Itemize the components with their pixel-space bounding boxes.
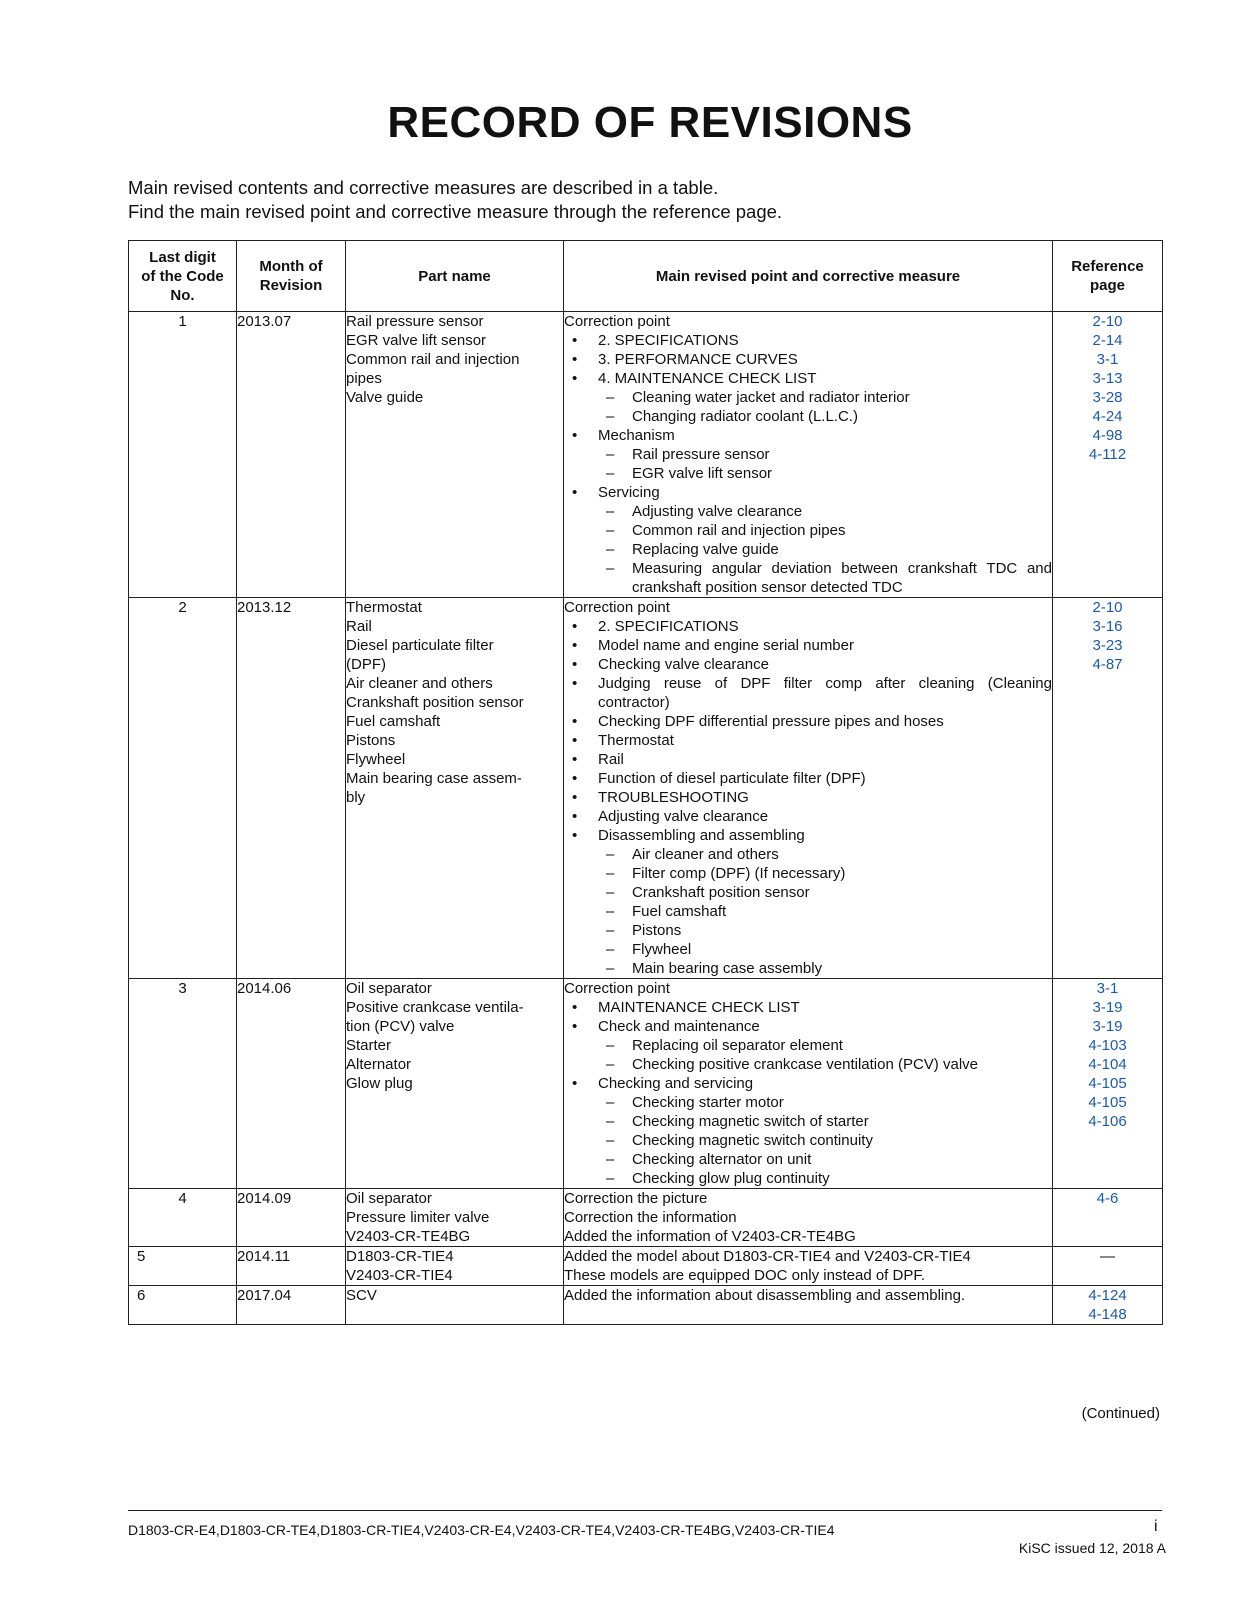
bullet-marker: •: [572, 999, 578, 1016]
item-text: Adjusting valve clearance: [598, 808, 769, 825]
item-text: Adjusting valve clearance: [632, 503, 803, 520]
bullet-item: [564, 1074, 1052, 1093]
revised-point-cell: [564, 1286, 1053, 1325]
dash-marker: –: [606, 960, 615, 977]
part-name-line: Pressure limiter valve: [346, 1209, 490, 1226]
bullet-marker: •: [572, 713, 578, 730]
reference-page-link[interactable]: 4-87: [1092, 656, 1123, 673]
reference-page-link[interactable]: 4-124: [1088, 1287, 1127, 1304]
revision-month-cell: 2013.12: [237, 598, 346, 979]
revision-month-cell: 2014.06: [237, 979, 346, 1189]
header-main-revised: Main revised point and corrective measure: [564, 241, 1053, 312]
revised-point-line: Correction point: [564, 980, 670, 997]
dash-item: [564, 864, 1052, 883]
item-text: Checking alternator on unit: [632, 1151, 812, 1168]
reference-none: —: [1100, 1248, 1115, 1265]
item-text: Model name and engine serial number: [598, 637, 854, 654]
table-row: [129, 1286, 1163, 1325]
item-text: Replacing valve guide: [632, 541, 779, 558]
revised-point-line: Added the information about disassembling and assembling.: [564, 1287, 966, 1304]
part-name-line: Starter: [346, 1037, 392, 1054]
revision-month-cell: 2014.11: [237, 1247, 346, 1286]
code-digit-cell: 5: [129, 1247, 237, 1286]
bullet-item: [564, 807, 1052, 826]
revised-point-line: Added the information of V2403-CR-TE4BG: [564, 1228, 856, 1245]
item-text: MAINTENANCE CHECK LIST: [598, 999, 800, 1016]
item-text: Rail: [598, 751, 624, 768]
part-name-line: Pistons: [346, 732, 396, 749]
revised-point-line: Correction point: [564, 313, 670, 330]
revised-point-cell: [564, 1247, 1053, 1286]
revised-point-cell: [564, 598, 1053, 979]
table-body: [129, 312, 1163, 1325]
bullet-item: [564, 369, 1052, 388]
footer-page-number: i: [1154, 1518, 1158, 1535]
item-text: Thermostat: [598, 732, 674, 749]
code-digit-cell: 2: [129, 598, 237, 979]
bullet-marker: •: [572, 1075, 578, 1092]
dash-item: [564, 540, 1052, 559]
bullet-item: [564, 1017, 1052, 1036]
table-row: [129, 1189, 1163, 1247]
item-text: Function of diesel particulate filter (DPF): [598, 770, 866, 787]
bullet-item: [564, 617, 1052, 636]
bullet-item: [564, 483, 1052, 502]
part-name-cell: [346, 1247, 564, 1286]
dash-marker: –: [606, 1151, 615, 1168]
part-name-cell: [346, 598, 564, 979]
part-name-line: Glow plug: [346, 1075, 413, 1092]
part-name-cell: [346, 312, 564, 598]
reference-page-link[interactable]: 4-98: [1092, 427, 1123, 444]
dash-item: [564, 940, 1052, 959]
reference-page-cell: [1053, 312, 1163, 598]
part-name-line: V2403-CR-TE4BG: [346, 1228, 471, 1245]
reference-page-link[interactable]: 4-106: [1088, 1113, 1127, 1130]
item-text: Common rail and injection pipes: [632, 522, 846, 539]
footer-issued: KiSC issued 12, 2018 A: [1018, 1540, 1166, 1556]
code-digit-cell: 6: [129, 1286, 237, 1325]
item-text: Checking positive crankcase ventilation (PCV) valve: [632, 1056, 978, 1073]
bullet-item: [564, 674, 1052, 712]
dash-item: [564, 921, 1052, 940]
part-name-line: EGR valve lift sensor: [346, 332, 487, 349]
header-month: Month of Revision: [237, 241, 346, 312]
dash-marker: –: [606, 1037, 615, 1054]
part-name-line: tion (PCV) valve: [346, 1018, 455, 1035]
revision-month-cell: 2013.07: [237, 312, 346, 598]
reference-page-cell: [1053, 979, 1163, 1189]
bullet-item: [564, 998, 1052, 1017]
item-text: 2. SPECIFICATIONS: [598, 332, 739, 349]
reference-page-link[interactable]: 3-1: [1096, 980, 1119, 997]
item-text: Checking DPF differential pressure pipes and hoses: [598, 713, 944, 730]
part-name-line: Alternator: [346, 1056, 412, 1073]
revised-point-line: Correction point: [564, 599, 670, 616]
part-name-line: bly: [346, 789, 366, 806]
reference-page-link[interactable]: 3-28: [1092, 389, 1123, 406]
bullet-item: [564, 636, 1052, 655]
bullet-marker: •: [572, 618, 578, 635]
dash-item: [564, 559, 1052, 597]
dash-item: [564, 1036, 1052, 1055]
item-text: Checking and servicing: [598, 1075, 754, 1092]
reference-page-link[interactable]: 4-105: [1088, 1094, 1127, 1111]
dash-marker: –: [606, 941, 615, 958]
reference-page-link[interactable]: 2-10: [1092, 313, 1123, 330]
bullet-marker: •: [572, 770, 578, 787]
reference-page-link[interactable]: 3-23: [1092, 637, 1123, 654]
reference-page-link[interactable]: 4-104: [1088, 1056, 1127, 1073]
reference-page-link[interactable]: 4-24: [1092, 408, 1123, 425]
bullet-item: [564, 426, 1052, 445]
item-text: Checking starter motor: [632, 1094, 784, 1111]
bullet-marker: •: [572, 370, 578, 387]
item-text: Replacing oil separator element: [632, 1037, 843, 1054]
bullet-item: [564, 350, 1052, 369]
reference-page-cell: [1053, 598, 1163, 979]
dash-item: [564, 1150, 1052, 1169]
part-name-line: Fuel camshaft: [346, 713, 441, 730]
header-part-name: Part name: [346, 241, 564, 312]
bullet-marker: •: [572, 789, 578, 806]
intro-line: Find the main revised point and corrective measure through the reference page.: [128, 201, 783, 222]
item-text: Cleaning water jacket and radiator interior: [632, 389, 910, 406]
bullet-marker: •: [572, 351, 578, 368]
item-text: Check and maintenance: [598, 1018, 760, 1035]
reference-page-link[interactable]: 3-13: [1092, 370, 1123, 387]
dash-marker: –: [606, 1113, 615, 1130]
part-name-line: Thermostat: [346, 599, 422, 616]
bullet-marker: •: [572, 484, 578, 501]
dash-item: [564, 1093, 1052, 1112]
dash-marker: –: [606, 865, 615, 882]
part-name-line: Valve guide: [346, 389, 424, 406]
item-text: Checking glow plug continuity: [632, 1170, 830, 1187]
revised-point-line: Correction the picture: [564, 1190, 708, 1207]
part-name-cell: [346, 979, 564, 1189]
part-name-line: V2403-CR-TIE4: [346, 1267, 453, 1284]
reference-page-link[interactable]: 2-14: [1092, 332, 1123, 349]
item-text: Checking magnetic switch continuity: [632, 1132, 873, 1149]
part-name-line: Oil separator: [346, 980, 432, 997]
bullet-marker: •: [572, 675, 578, 692]
dash-marker: –: [606, 389, 615, 406]
part-name-line: Diesel particulate filter: [346, 637, 494, 654]
bullet-marker: •: [572, 808, 578, 825]
part-name-line: Positive crankcase ventila-: [346, 999, 524, 1016]
code-digit-cell: 1: [129, 312, 237, 598]
reference-page-link[interactable]: 4-105: [1088, 1075, 1127, 1092]
bullet-item: [564, 331, 1052, 350]
dash-marker: –: [606, 1094, 615, 1111]
bullet-marker: •: [572, 656, 578, 673]
header-last-digit: Last digit of the Code No.: [129, 241, 237, 312]
dash-marker: –: [606, 503, 615, 520]
item-text: EGR valve lift sensor: [632, 465, 773, 482]
item-text: Disassembling and assembling: [598, 827, 805, 844]
item-text: 4. MAINTENANCE CHECK LIST: [598, 370, 817, 387]
dash-item: [564, 902, 1052, 921]
dash-marker: –: [606, 922, 615, 939]
part-name-line: Air cleaner and others: [346, 675, 493, 692]
part-name-line: Common rail and injection: [346, 351, 520, 368]
reference-page-link[interactable]: 4-112: [1088, 446, 1127, 463]
dash-marker: –: [606, 903, 615, 920]
revisions-table: [128, 240, 1163, 1325]
item-text: Changing radiator coolant (L.L.C.): [632, 408, 858, 425]
revised-point-cell: [564, 979, 1053, 1189]
part-name-line: SCV: [346, 1287, 377, 1304]
code-digit-cell: 4: [129, 1189, 237, 1247]
page-title: RECORD OF REVISIONS: [387, 98, 913, 147]
dash-marker: –: [606, 884, 615, 901]
reference-page-link[interactable]: 2-10: [1092, 599, 1123, 616]
bullet-item: [564, 731, 1052, 750]
bullet-marker: •: [572, 427, 578, 444]
reference-page-link[interactable]: 3-1: [1096, 351, 1119, 368]
item-text: Pistons: [632, 922, 682, 939]
bullet-marker: •: [572, 1018, 578, 1035]
part-name-line: Rail pressure sensor: [346, 313, 484, 330]
dash-item: [564, 521, 1052, 540]
item-text: Flywheel: [632, 941, 692, 958]
dash-marker: –: [606, 846, 615, 863]
item-text: Checking magnetic switch of starter: [632, 1113, 869, 1130]
table-row: [129, 598, 1163, 979]
revised-point-cell: [564, 1189, 1053, 1247]
revision-month-cell: 2017.04: [237, 1286, 346, 1325]
item-text: 2. SPECIFICATIONS: [598, 618, 739, 635]
revision-month-cell: 2014.09: [237, 1189, 346, 1247]
dash-item: [564, 1131, 1052, 1150]
dash-item: [564, 845, 1052, 864]
item-text: Servicing: [598, 484, 660, 501]
dash-item: [564, 407, 1052, 426]
part-name-line: Crankshaft position sensor: [346, 694, 524, 711]
reference-page-link[interactable]: 3-19: [1092, 1018, 1123, 1035]
dash-item: [564, 464, 1052, 483]
dash-item: [564, 959, 1052, 978]
bullet-item: [564, 655, 1052, 674]
bullet-item: [564, 712, 1052, 731]
reference-page-cell: [1053, 1189, 1163, 1247]
item-text: Checking valve clearance: [598, 656, 769, 673]
table-header-row: [129, 241, 1163, 312]
part-name-line: Oil separator: [346, 1190, 432, 1207]
bullet-item: [564, 769, 1052, 788]
reference-page-cell: [1053, 1286, 1163, 1325]
revised-point-cell: [564, 312, 1053, 598]
intro-text: [128, 176, 782, 224]
dash-marker: –: [606, 1170, 615, 1187]
part-name-line: Main bearing case assem-: [346, 770, 522, 787]
dash-marker: –: [606, 1132, 615, 1149]
reference-page-link[interactable]: 4-6: [1096, 1190, 1119, 1207]
part-name-line: pipes: [346, 370, 382, 387]
item-text: Measuring angular deviation between crankshaft TDC and crankshaft position sensor detected TDC: [632, 560, 1052, 596]
bullet-item: [564, 788, 1052, 807]
item-text: 3. PERFORMANCE CURVES: [598, 351, 798, 368]
item-text: Judging reuse of DPF filter comp after cleaning (Cleaning contractor): [598, 675, 1052, 711]
dash-item: [564, 502, 1052, 521]
item-text: TROUBLESHOOTING: [598, 789, 749, 806]
bullet-item: [564, 750, 1052, 769]
part-name-line: Rail: [346, 618, 372, 635]
bullet-marker: •: [572, 751, 578, 768]
code-digit-cell: 3: [129, 979, 237, 1189]
part-name-line: (DPF): [346, 656, 386, 673]
reference-page-link[interactable]: 3-16: [1092, 618, 1123, 635]
part-name-line: Flywheel: [346, 751, 406, 768]
intro-line: Main revised contents and corrective measures are described in a table.: [128, 177, 719, 198]
item-text: Mechanism: [598, 427, 675, 444]
dash-marker: –: [606, 522, 615, 539]
footer-rule: [128, 1510, 1162, 1511]
reference-page-link[interactable]: 3-19: [1092, 999, 1123, 1016]
table-row: [129, 979, 1163, 1189]
bullet-marker: •: [572, 332, 578, 349]
dash-item: [564, 388, 1052, 407]
reference-page-cell: [1053, 1247, 1163, 1286]
dash-marker: –: [606, 446, 615, 463]
dash-marker: –: [606, 465, 615, 482]
revised-point-line: These models are equipped DOC only instead of DPF.: [564, 1267, 926, 1284]
part-name-line: D1803-CR-TIE4: [346, 1248, 454, 1265]
revised-point-line: Correction the information: [564, 1209, 737, 1226]
reference-page-link[interactable]: 4-148: [1088, 1306, 1127, 1323]
header-reference: Reference page: [1053, 241, 1163, 312]
dash-item: [564, 445, 1052, 464]
dash-marker: –: [606, 1056, 615, 1073]
dash-marker: –: [606, 541, 615, 558]
item-text: Fuel camshaft: [632, 903, 727, 920]
footer-models: D1803-CR-E4,D1803-CR-TE4,D1803-CR-TIE4,V2403-CR-E4,V2403-CR-TE4,V2403-CR-TE4BG,V2403-CR-TIE4: [128, 1522, 835, 1538]
revised-point-line: Added the model about D1803-CR-TIE4 and V2403-CR-TIE4: [564, 1248, 971, 1265]
item-text: Rail pressure sensor: [632, 446, 770, 463]
part-name-cell: [346, 1189, 564, 1247]
bullet-marker: •: [572, 732, 578, 749]
bullet-marker: •: [572, 637, 578, 654]
dash-marker: –: [606, 560, 615, 577]
item-text: Filter comp (DPF) (If necessary): [632, 865, 846, 882]
dash-item: [564, 1055, 1052, 1074]
dash-item: [564, 1169, 1052, 1188]
item-text: Air cleaner and others: [632, 846, 779, 863]
part-name-cell: [346, 1286, 564, 1325]
bullet-marker: •: [572, 827, 578, 844]
table-row: [129, 1247, 1163, 1286]
table-row: [129, 312, 1163, 598]
reference-page-link[interactable]: 4-103: [1088, 1037, 1127, 1054]
item-text: Crankshaft position sensor: [632, 884, 810, 901]
dash-item: [564, 1112, 1052, 1131]
item-text: Main bearing case assembly: [632, 960, 823, 977]
dash-marker: –: [606, 408, 615, 425]
dash-item: [564, 883, 1052, 902]
bullet-item: [564, 826, 1052, 845]
continued-note: (Continued): [1081, 1405, 1160, 1422]
